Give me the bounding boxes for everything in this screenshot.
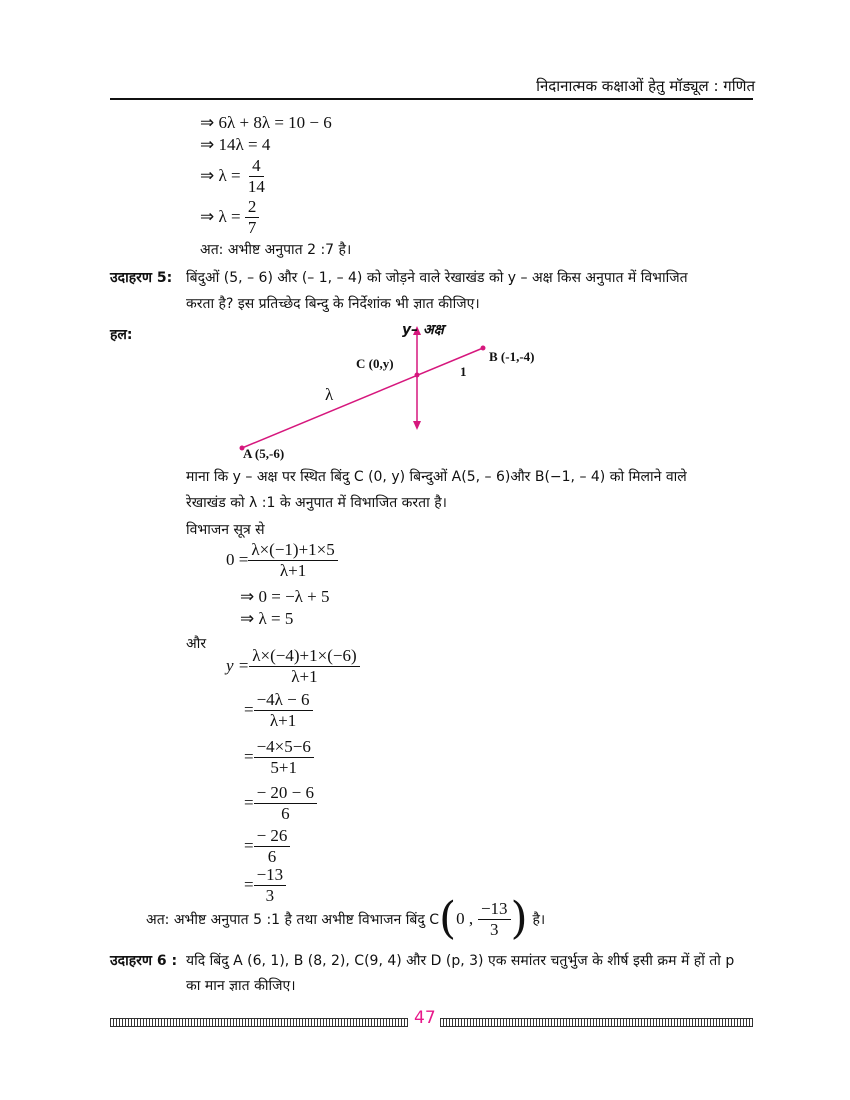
example-6-question-line-1: यदि बिंदु A (6, 1), B (8, 2), C(9, 4) और D (p, 3) एक समांतर चतुर्भुज के शीर्ष इसी क्रम में हों तो p (186, 953, 735, 969)
left-paren: ( (438, 893, 457, 944)
equation-8 (244, 826, 290, 866)
step-line-3-lhs: ⇒ λ = (200, 166, 241, 186)
equation-1 (226, 540, 338, 580)
section-formula-label: विभाजन सूत्र से (186, 522, 265, 538)
example-5-question-line-2: करता है? इस प्रतिच्छेद बिन्दु के निर्देशांक भी ज्ञात कीजिए। (186, 296, 480, 312)
denominator: 5+1 (270, 757, 298, 777)
fraction (254, 783, 317, 823)
denominator: 7 (247, 217, 257, 237)
answer-line: अत: अभीष्ट अनुपात 2 :7 है। (200, 242, 352, 258)
denominator: 14 (247, 176, 265, 196)
example-5-label: उदाहरण 5: (110, 270, 173, 286)
numerator: 4 (249, 156, 264, 177)
numerator: λ×(−1)+1×5 (248, 540, 337, 561)
final-answer-text: अत: अभीष्ट अनुपात 5 :1 है तथा अभीष्ट विभाजन बिंदु C (146, 911, 439, 928)
step-line-2: ⇒ 14λ = 4 (200, 135, 271, 154)
denominator: 3 (265, 885, 275, 905)
point-c-label: C (0,y) (356, 356, 394, 371)
equals-sign: = (244, 700, 254, 720)
denominator: λ+1 (279, 560, 307, 580)
equation-6 (244, 737, 314, 777)
and-label: और (186, 636, 207, 652)
fraction (245, 197, 260, 237)
example-6-question-line-2: का मान ज्ञात कीजिए। (186, 978, 296, 994)
final-x-coordinate: 0 , (456, 909, 474, 928)
denominator: λ+1 (291, 666, 318, 686)
equation-7 (244, 783, 317, 823)
ratio-one-label: 1 (460, 364, 467, 379)
step-line-3 (200, 156, 268, 196)
equation-5 (244, 690, 313, 730)
point-b-label: B (-1,-4) (489, 349, 535, 364)
numerator: −4×5−6 (254, 737, 314, 758)
denominator: λ+1 (269, 710, 297, 730)
example-6-label: उदाहरण 6 : (110, 953, 178, 969)
equals-sign: = (244, 747, 254, 767)
final-answer-suffix: है। (532, 911, 546, 928)
solution-label: हल: (110, 327, 133, 343)
equation-3: ⇒ λ = 5 (240, 609, 294, 628)
equation-lhs: y = (226, 656, 250, 676)
step-line-4 (200, 197, 259, 237)
numerator: − 20 − 6 (254, 783, 317, 804)
equation-2: ⇒ 0 = −λ + 5 (240, 587, 330, 606)
fraction (254, 690, 313, 730)
footer-border-right (440, 1018, 753, 1027)
numerator: −13 (478, 899, 511, 920)
denominator: 6 (281, 803, 290, 823)
page-header: निदानात्मक कक्षाओं हेतु मॉड्यूल : गणित (536, 77, 755, 95)
numerator: −13 (254, 865, 287, 886)
numerator: −4λ − 6 (254, 690, 313, 711)
fraction (254, 826, 291, 866)
right-paren: ) (510, 893, 528, 944)
denominator: 3 (489, 919, 499, 939)
numerator: λ×(−4)+1×(−6) (249, 646, 359, 667)
numerator: 2 (245, 197, 260, 218)
step-line-1: ⇒ 6λ + 8λ = 10 − 6 (200, 113, 332, 132)
ratio-lambda-label: λ (325, 385, 334, 404)
point-c-marker (415, 373, 420, 378)
header-rule (110, 98, 753, 100)
final-answer-line (146, 893, 546, 944)
equals-sign: = (244, 875, 254, 895)
numerator: − 26 (254, 826, 291, 847)
equation-lhs: 0 = (226, 550, 249, 570)
equals-sign: = (244, 836, 254, 856)
footer-border-left (110, 1018, 408, 1027)
fraction (248, 540, 337, 580)
solution-para-line-1: माना कि y – अक्ष पर स्थित बिंदु C (0, y) बिन्दुओं A(5, – 6)और B(−1, – 4) को मिलाने वाले (186, 469, 687, 485)
example-5-question-line-1: बिंदुओं (5, – 6) और (– 1, – 4) को जोड़ने वाले रेखाखंड को y – अक्ष किस अनुपात में विभाजित (186, 270, 688, 286)
page-number: 47 (414, 1008, 436, 1028)
step-line-4-lhs: ⇒ λ = (200, 207, 241, 227)
point-a-label: A (5,-6) (243, 446, 285, 461)
fraction (478, 899, 511, 939)
y-axis-label: y– अक्ष (402, 322, 444, 338)
fraction (245, 156, 268, 196)
point-b-marker (481, 346, 486, 351)
y-axis-arrow-down (413, 421, 421, 430)
solution-para-line-2: रेखाखंड को λ :1 के अनुपात में विभाजित करता है। (186, 495, 447, 511)
equation-4 (226, 646, 360, 686)
fraction (249, 646, 359, 686)
fraction (254, 737, 314, 777)
equals-sign: = (244, 793, 254, 813)
denominator: 6 (267, 846, 277, 866)
